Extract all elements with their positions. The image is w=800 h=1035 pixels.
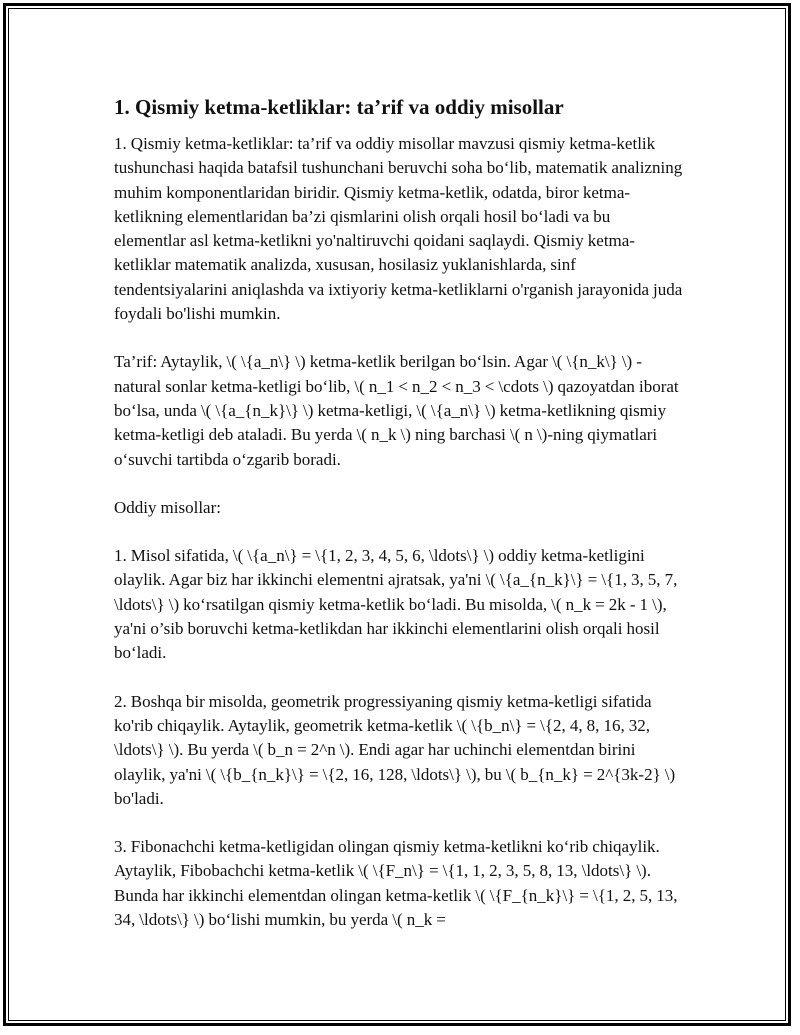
document-title: 1. Qismiy ketma-ketliklar: ta’rif va oddiy misollar	[114, 95, 564, 119]
intro-paragraph: 1. Qismiy ketma-ketliklar: ta’rif va oddiy misollar mavzusi qismiy ketma-ketlik tushunchasi haqida batafsil tushunchani beruvchi soha bo‘lib, matematik analizning muhim komponentlaridan biridir. Qismiy ketma-ketlik, odatda, biror ketma-ketlikning elementlaridan ba’zi qismlarini olish orqali hosil bo‘ladi va bu elementlar asl ketma-ketlikni yo'naltiruvchi qoidani saqlaydi. Qismiy ketma-ketliklar matematik analizda, xususan, hosilasiz yuklanishlarda, sinf tendentsiyalarini aniqlashda va ixtiyoriy ketma-ketliklarni o'rganish jarayonida juda foydali bo'lishi mumkin.	[114, 134, 683, 324]
example-1-paragraph: 1. Misol sifatida, \( \{a_n\} = \{1, 2, 3, 4, 5, 6, \ldots\} \) oddiy ketma-ketligini olaylik. Agar biz har ikkinchi elementni ajratsak, ya'ni \( \{a_{n_k}\} = \{1, 3, 5, 7, \ldots\} \) ko‘rsatilgan qismiy ketma-ketlik bo‘ladi. Bu misolda, \( n_k = 2k - 1 \), ya'ni o’sib boruvchi ketma-ketlikdan har ikkinchi elementlarini olish orqali hosil bo‘ladi.	[114, 546, 678, 663]
document-body	[114, 93, 684, 956]
examples-heading: Oddiy misollar:	[114, 497, 221, 517]
example-2-paragraph: 2. Boshqa bir misolda, geometrik progressiyaning qismiy ketma-ketligi sifatida ko'rib chiqaylik. Aytaylik, geometrik ketma-ketlik \( \{b_n\} = \{2, 4, 8, 16, 32, \ldots\} \). Bu yerda \( b_n = 2^n \). Endi agar har uchinchi elementdan birini olaylik, ya'ni \( \{b_{n_k}\} = \{2, 16, 128, \ldots\} \), bu \( b_{n_k} = 2^{3k-2} \) bo'ladi.	[114, 691, 676, 808]
example-3-paragraph: 3. Fibonachchi ketma-ketligidan olingan qismiy ketma-ketlikni ko‘rib chiqaylik. Aytaylik, Fibobachchi ketma-ketlik \( \{F_n\} = \{1, 1, 2, 3, 5, 8, 13, \ldots\} \). Bunda har ikkinchi elementdan olingan ketma-ketlik \( \{F_{n_k}\} = \{1, 2, 5, 13, 34, \ldots\} \) bo‘lishi mumkin, bu yerda \( n_k =	[114, 837, 678, 930]
definition-paragraph: Ta’rif: Aytaylik, \( \{a_n\} \) ketma-ketlik berilgan bo‘lsin. Agar \( \{n_k\} \) - natural sonlar ketma-ketligi bo‘lib, \( n_1 < n_2 < n_3 < \cdots \) qazoyatdan iborat bo‘lsa, unda \( \{a_{n_k}\} \) ketma-ketligi, \( \{a_n\} \) ketma-ketlikning qismiy ketma-ketligi deb ataladi. Bu yerda \( n_k \) ning barchasi \( n \)-ning qiymatlari o‘suvchi tartibda o‘zgarib boradi.	[114, 352, 679, 469]
